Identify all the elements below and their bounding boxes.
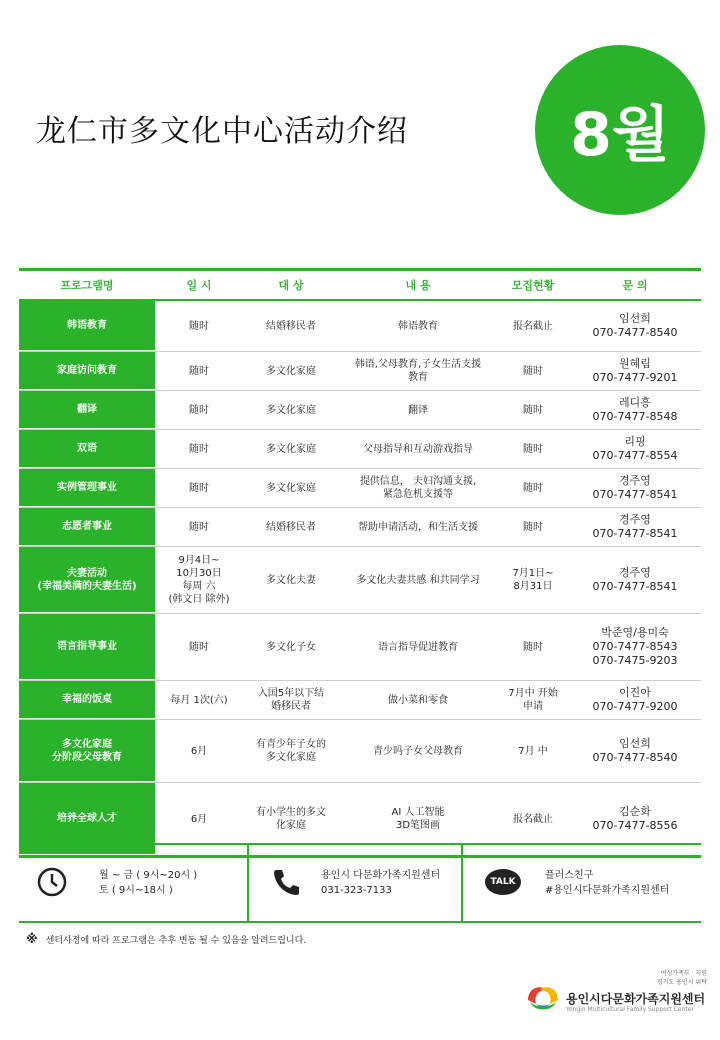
recruit-status: 随时 [523,641,543,653]
program-content: 青少吗子女父母教育 [373,745,463,757]
header-program-name: 프로그램명 [60,279,114,292]
recruit-status: 7月 中 [518,745,548,757]
contact-info: 원혜림 070-7477-9201 [592,357,678,384]
program-name: 语言指导事业 [19,614,155,680]
program-target: 入国5年以下结 婚移民者 [257,688,325,712]
program-date: 随时 [189,320,209,332]
program-name: 实例管理事业 [19,469,155,507]
program-target: 多文化家庭 [266,365,316,377]
recruit-status: 7月中 开始 申请 [508,688,558,712]
program-target: 结婚移民者 [266,320,316,332]
notice-mark: ※ [26,932,38,946]
table-row [19,430,701,469]
program-target: 结婚移民者 [266,521,316,533]
contact-info: 이진아 070-7477-9200 [592,686,678,713]
program-content: 做小菜和零食 [388,694,448,706]
program-target: 有青少年子女的 多文化家庭 [256,739,326,763]
program-name: 家庭访问教育 [19,352,155,390]
table-row [19,391,701,430]
header-date: 일 시 [186,279,212,292]
header-target: 대 상 [278,279,304,292]
program-name: 幸福的饭桌 [19,681,155,719]
logo-sponsor-1: 여성가족부 · 지원 [660,970,707,977]
program-name: 韩语教育 [19,301,155,351]
table-row [19,508,701,547]
program-content: 韩语教育 [398,320,438,332]
month-badge: 8월 [535,45,705,215]
notice [26,932,306,946]
contact-info: 임선희 070-7477-8540 [592,737,678,764]
program-date: 随时 [189,404,209,416]
hours-cell [19,845,247,921]
contact-info: 경주영 070-7477-8541 [592,513,678,540]
recruit-status: 报名截止 [513,320,553,332]
program-content: 帮助申请活动，和生活支援 [358,521,478,533]
logo-sponsor-2: 경기도 용인시 위탁 [656,979,707,986]
program-name: 夫妻活动 (幸福美满的夫妻生活) [19,547,155,613]
logo-center-name-en: Yongin Multicultural Family Support Center [566,1006,694,1013]
kakao-plus-friend-text: 플러스친구 #용인시다문화가족지원센터 [545,870,670,896]
program-target: 有小学生的多文 化家庭 [256,807,326,831]
page-title: 龙仁市多文化中心活动介绍 [36,114,408,149]
notice-text: 센터사정에 따라 프로그램은 추후 변동 될 수 있음을 알려드립니다. [45,936,307,946]
contact-info: 레디흥 070-7477-8548 [592,396,678,423]
table-row [19,614,701,681]
table-row [19,720,701,783]
phone-icon [271,867,301,897]
contact-info: 경주영 070-7477-8541 [592,474,678,501]
program-date: 随时 [189,365,209,377]
contact-info: 경주영 070-7477-8541 [592,566,678,593]
table-row [19,469,701,508]
family-logo-icon [524,980,562,1014]
program-content: 翻译 [408,404,428,416]
phone-cell [247,845,461,921]
program-date: 随时 [189,641,209,653]
header-content: 내 용 [405,279,431,292]
program-target: 多文化子女 [266,641,316,653]
recruit-status: 随时 [523,365,543,377]
program-date: 6月 [190,745,208,757]
program-target: 多文化家庭 [266,404,316,416]
table-row [19,547,701,614]
recruit-status: 7月1日~ 8月31日 [512,568,554,592]
program-content: 韩语,父母教育,子女生活支援 教育 [354,359,482,383]
program-target: 多文化夫妻 [266,574,316,586]
center-phone-text: 용인시 다문화가족지원센터 031-323-7133 [321,870,441,896]
program-target: 多文化家庭 [266,482,316,494]
recruit-status: 随时 [523,521,543,533]
table-row [19,352,701,391]
kakao-cell [461,845,701,921]
table-row [19,681,701,720]
header-status: 모집현황 [511,279,555,292]
recruit-status: 报名截止 [513,813,553,825]
program-name: 翻译 [19,391,155,429]
kakao-talk-icon: TALK [485,869,521,895]
logo-center-name: 용인시다문화가족지원센터 [566,992,706,1006]
clock-icon [37,867,67,897]
program-content: AI 人工智能 3D笔图画 [391,807,445,831]
table-body [19,301,701,855]
program-content: 多文化夫妻共感 和共同学习 [356,574,480,586]
program-date: 随时 [189,482,209,494]
footer-info [19,843,701,923]
program-date: 随时 [189,443,209,455]
contact-info: 임선희 070-7477-8540 [592,312,678,339]
table-row [19,301,701,352]
contact-info: 박준영/용미숙 070-7477-8543 070-7475-9203 [592,626,678,667]
hours-text: 월 ~ 금 ( 9시~20시 ) 토 ( 9시~18시 ) [99,870,198,896]
program-content: 父母指导和互动游戏指导 [363,443,473,455]
program-date: 6月 [190,813,208,825]
center-logo [522,968,707,1018]
contact-info: 김순화 070-7477-8556 [592,805,678,832]
program-table [19,268,701,858]
program-date: 每月 1次(六) [170,694,228,706]
program-target: 多文化家庭 [266,443,316,455]
recruit-status: 随时 [523,404,543,416]
table-header [19,271,701,301]
program-name: 多文化家庭 分阶段父母教育 [19,720,155,782]
program-name: 双语 [19,430,155,468]
program-name: 培养全球人才 [19,783,155,855]
recruit-status: 随时 [523,482,543,494]
header-contact: 문 의 [622,279,648,292]
program-content: 提供信息， 夫妇沟通支援, 紧急危机支援等 [359,476,477,500]
program-content: 语言指导促进教育 [378,641,458,653]
program-name: 志愿者事业 [19,508,155,546]
program-date: 9月4日~ 10月30日 每周 六 (韩文日 除外) [168,555,230,605]
recruit-status: 随时 [523,443,543,455]
program-date: 随时 [189,521,209,533]
contact-info: 리핑 070-7477-8554 [592,435,678,462]
